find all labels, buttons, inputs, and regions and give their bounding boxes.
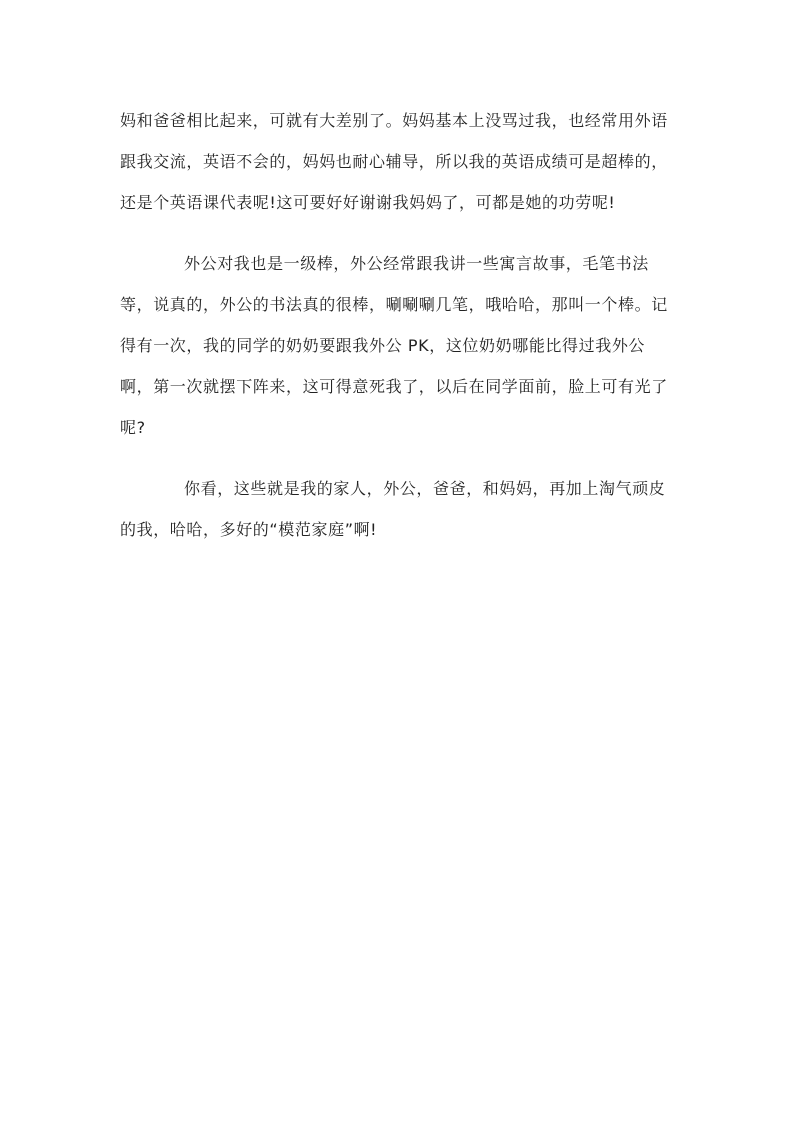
paragraph-mother: 妈和爸爸相比起来，可就有大差别了。妈妈基本上没骂过我，也经常用外语跟我交流，英语不会的，妈妈也耐心辅导，所以我的英语成绩可是超棒的，还是个英语课代表呢!这可要好好谢谢我妈妈了，可都是她的功劳呢! — [120, 111, 668, 212]
paragraph-family: 你看，这些就是我的家人，外公，爸爸，和妈妈，再加上淘气顽皮的我，哈哈，多好的“模范家庭”啊! — [120, 479, 666, 539]
paragraph-grandfather: 外公对我也是一级棒，外公经常跟我讲一些寓言故事，毛笔书法等，说真的，外公的书法真的很棒，唰唰唰几笔，哦哈哈，那叫一个棒。记得有一次，我的同学的奶奶要跟我外公 PK，这位奶奶哪能比得过我外公啊，第一次就摆下阵来，这可得意死我了，以后在同学面前，脸上可有光了呢? — [120, 254, 668, 437]
document-body — [120, 100, 676, 550]
